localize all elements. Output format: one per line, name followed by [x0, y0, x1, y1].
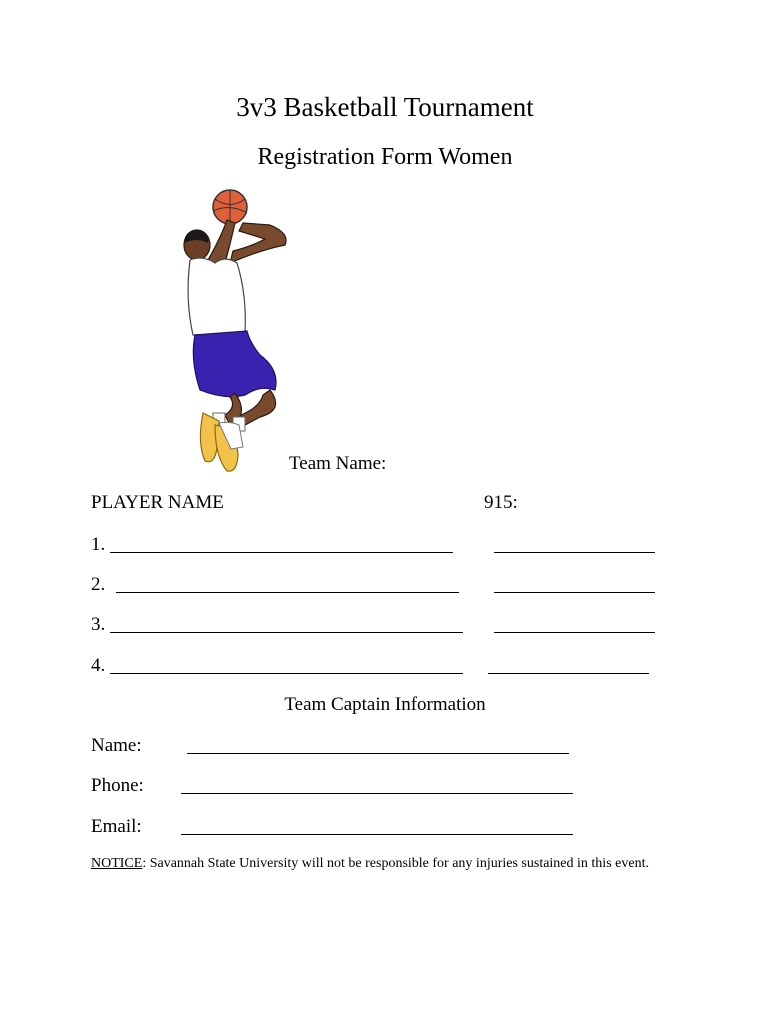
- player-2-id-line[interactable]: [494, 592, 655, 593]
- notice-text: : Savannah State University will not be responsible for any injuries sustained in this event.: [142, 856, 649, 871]
- player-name-header: PLAYER NAME: [91, 492, 224, 513]
- player-3-id-line[interactable]: [494, 632, 655, 633]
- player-row-number: 2.: [91, 574, 106, 595]
- player-1-id-line[interactable]: [494, 552, 655, 553]
- captain-email-label: Email:: [91, 816, 142, 837]
- player-row-number: 4.: [91, 655, 106, 676]
- player-4-name-line[interactable]: [110, 673, 463, 674]
- form-subtitle: Registration Form Women: [257, 144, 513, 170]
- player-row-number: 3.: [91, 614, 106, 635]
- captain-name-line[interactable]: [187, 753, 569, 754]
- id-number-header: 915:: [484, 492, 518, 513]
- captain-section-heading: Team Captain Information: [284, 694, 486, 715]
- basketball-player-illustration: [175, 185, 300, 475]
- captain-phone-label: Phone:: [91, 775, 144, 796]
- captain-name-label: Name:: [91, 735, 142, 756]
- player-2-name-line[interactable]: [116, 592, 459, 593]
- team-name-label: Team Name:: [289, 453, 387, 474]
- captain-phone-line[interactable]: [181, 793, 573, 794]
- liability-notice: [91, 853, 671, 874]
- player-row-number: 1.: [91, 534, 106, 555]
- captain-email-line[interactable]: [181, 834, 573, 835]
- form-title: 3v3 Basketball Tournament: [236, 92, 534, 122]
- player-3-name-line[interactable]: [110, 632, 463, 633]
- player-1-name-line[interactable]: [110, 552, 453, 553]
- notice-label: NOTICE: [91, 856, 143, 871]
- player-4-id-line[interactable]: [488, 673, 649, 674]
